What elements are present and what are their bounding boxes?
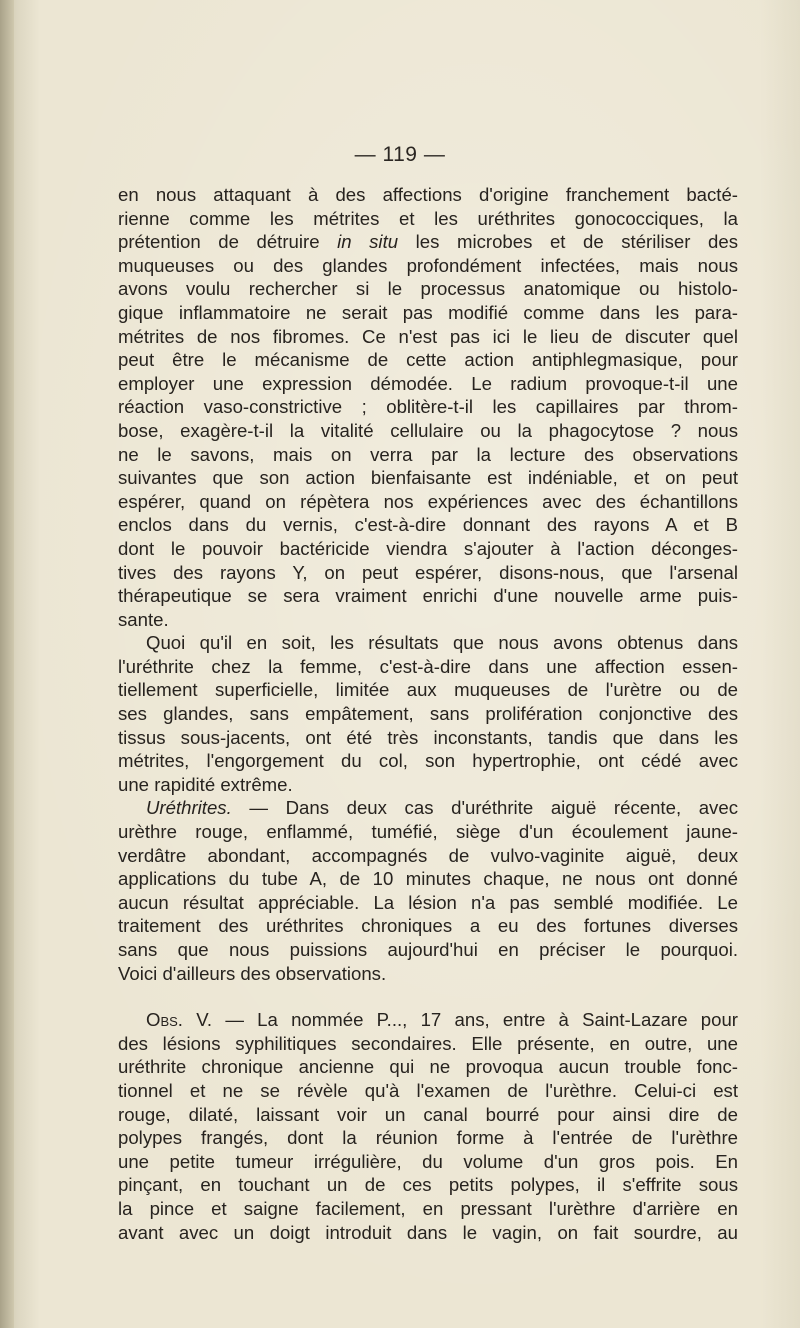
text-line: sans que nous puissions aujourd'hui en préciser le pourquoi. [118, 939, 738, 960]
text-line: rouge, dilaté, laissant voir un canal bourré pour ainsi dire de [118, 1103, 738, 1125]
text-line: tionnel et ne se révèle qu'à l'examen de l'urèthre. Celui-ci est [118, 1079, 738, 1101]
text-line: tissus sous-jacents, ont été très inconstants, tandis que dans les [118, 726, 738, 748]
text-line: employer une expression démodée. Le radium provoque-t-il une [118, 372, 738, 394]
text-line: dont le pouvoir bactéricide viendra s'ajouter à l'action déconges- [118, 537, 738, 559]
paragraph-gap [118, 985, 738, 1008]
paragraph-2 [118, 631, 738, 796]
text-line: uréthrite chronique ancienne qui ne provoqua aucun trouble fonc- [118, 1056, 738, 1078]
text-line: une petite tumeur irrégulière, du volume d'un gros pois. En [118, 1150, 738, 1172]
text-line: métrites de nos fibromes. Ce n'est pas ici le lieu de discuter quel [118, 325, 738, 347]
text-line: l'uréthrite chez la femme, c'est-à-dire dans une affection essen- [118, 655, 738, 677]
text-line: tiellement superficielle, limitée aux muqueuses de l'urètre ou de [118, 679, 738, 701]
text-line: espérer, quand on répètera nos expériences avec des échantillons [118, 490, 738, 512]
text-line: muqueuses ou des glandes profondément infectées, mais nous [118, 254, 738, 276]
text-line: ne le savons, mais on verra par la lecture des observations [118, 443, 738, 465]
text-line: verdâtre abondant, accompagnés de vulvo-vaginite aiguë, deux [118, 844, 738, 866]
text-line: Quoi qu'il en soit, les résultats que nous avons obtenus dans [146, 632, 738, 654]
text-line: rienne comme les métrites et les uréthrites gonococciques, la [118, 207, 738, 229]
text-line: métrites, l'engorgement du col, son hypertrophie, ont cédé avec [118, 750, 738, 772]
text-line: prétention de détruire in situ les microbes et de stériliser des [118, 231, 738, 253]
text-line: sante. [118, 608, 169, 630]
text-line: enclos dans du vernis, c'est-à-dire donnant des rayons A et B [118, 514, 738, 536]
text-line: polypes frangés, dont la réunion forme à l'entrée de l'urèthre [118, 1127, 738, 1149]
text-line: des lésions syphilitiques secondaires. Elle présente, en outre, une [118, 1032, 738, 1054]
text-line: peut être le mécanisme de cette action antiphlegmasique, pour [118, 349, 738, 371]
text-line: Uréthrites. — Dans deux cas d'uréthrite aiguë récente, avec [146, 797, 738, 819]
paragraph-1 [118, 183, 738, 631]
text-line: bose, exagère-t-il la vitalité cellulaire ou la phagocytose ? nous [118, 419, 738, 441]
text-line: avant avec un doigt introduit dans le vagin, on fait sourdre, au [118, 1221, 738, 1243]
observation-label: Obs. V. [146, 1009, 213, 1031]
paragraph-3 [118, 796, 738, 985]
text-line: applications du tube A, de 10 minutes chaque, ne nous ont donné [118, 868, 738, 890]
page-number: — 119 — [354, 143, 446, 166]
text-line: Voici d'ailleurs des observations. [118, 962, 387, 984]
text-line: gique inflammatoire ne serait pas modifié comme dans les para- [118, 301, 738, 323]
italic-term: in situ [337, 231, 399, 253]
text-line: pinçant, en touchant un de ces petits polypes, il s'effrite sous [118, 1174, 738, 1196]
text-line: en nous attaquant à des affections d'origine franchement bacté- [118, 184, 738, 205]
text-line: la pince et saigne facilement, en pressant l'urèthre d'arrière en [118, 1197, 738, 1219]
text-line: ses glandes, sans empâtement, sans prolifération conjonctive des [118, 703, 738, 725]
text-line: aucun résultat appréciable. La lésion n'a pas semblé modifiée. Le [118, 891, 738, 913]
text-line: réaction vaso-constrictive ; oblitère-t-il les capillaires par throm- [118, 396, 738, 418]
text-line: Obs. V. — La nommée P..., 17 ans, entre à Saint-Lazare pour [146, 1009, 738, 1031]
text-line: urèthre rouge, enflammé, tuméfié, siège d'un écoulement jaune- [118, 821, 738, 843]
text-line: thérapeutique se sera vraiment enrichi d'une nouvelle arme puis- [118, 585, 738, 607]
text-line: avons voulu rechercher si le processus anatomique ou histolo- [118, 278, 738, 300]
page-binding-edge [0, 0, 14, 1328]
section-heading: Uréthrites. [146, 797, 232, 819]
observation-v [118, 1008, 738, 1244]
text-line: suivantes que son action bienfaisante est indéniable, et on peut [118, 467, 738, 489]
text-line: traitement des uréthrites chroniques a eu des fortunes diverses [118, 915, 738, 937]
text-line: une rapidité extrême. [118, 773, 293, 795]
body-text [118, 183, 738, 1244]
text-line: tives des rayons Y, on peut espérer, disons-nous, que l'arsenal [118, 561, 738, 583]
